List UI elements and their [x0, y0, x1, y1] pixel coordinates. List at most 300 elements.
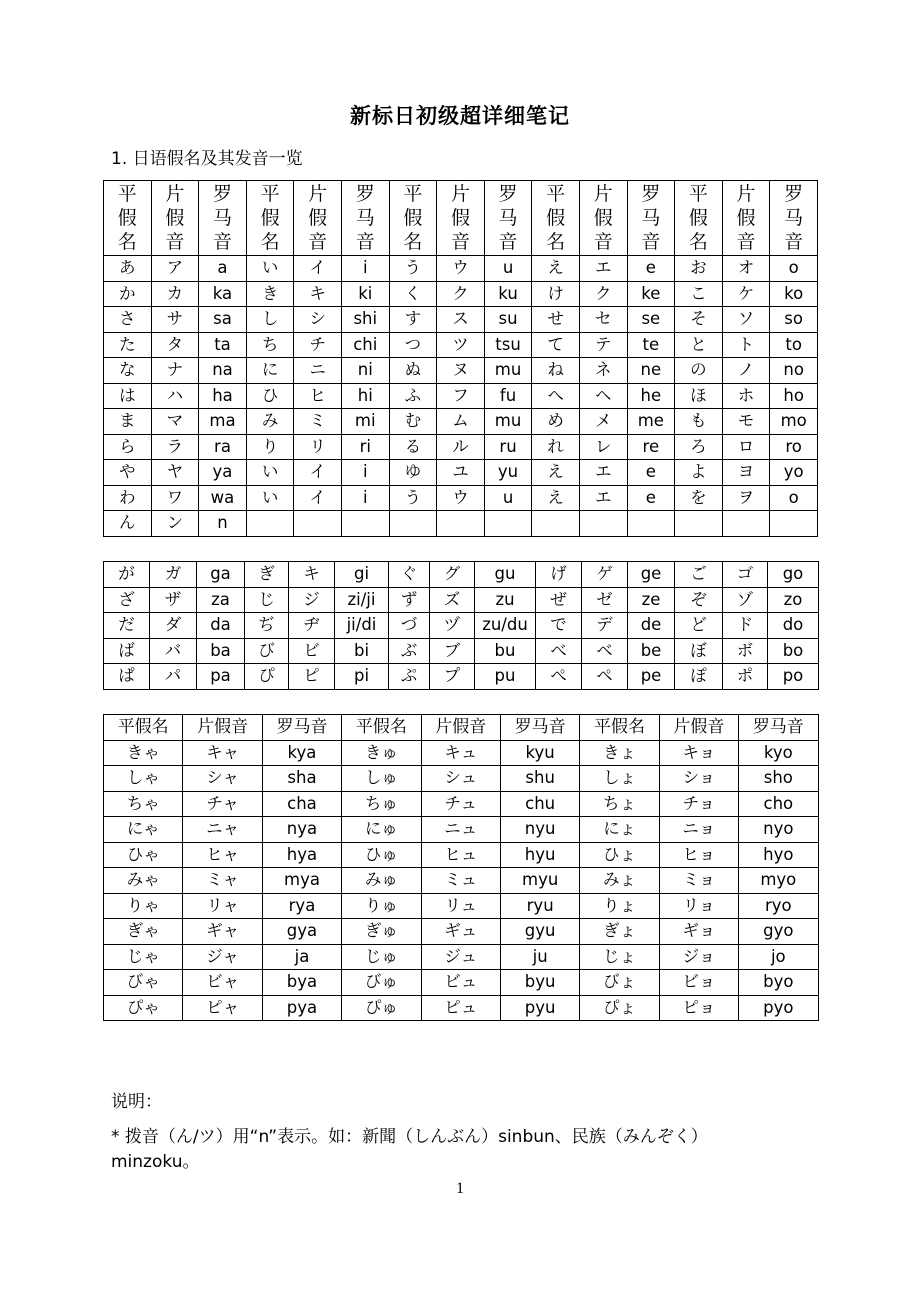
table-cell: イ [294, 460, 342, 486]
table-cell: ア [151, 256, 199, 282]
table-cell: wa [199, 485, 247, 511]
table-cell: リャ [183, 893, 262, 919]
table-cell: よ [675, 460, 723, 486]
table-cell: ダ [150, 613, 197, 639]
table-cell: びゅ [342, 970, 421, 996]
table-cell: nya [262, 817, 341, 843]
table-cell: ヂ [289, 613, 335, 639]
table-row [104, 638, 819, 664]
table-row [104, 868, 819, 894]
table-cell: びゃ [104, 970, 183, 996]
table-cell: gi [335, 562, 389, 588]
table-cell: リョ [659, 893, 738, 919]
table-cell: sho [739, 766, 818, 792]
table-cell: bu [475, 638, 536, 664]
table-cell: サ [151, 307, 199, 333]
table-cell: モ [722, 409, 770, 435]
table-cell [341, 511, 389, 537]
table-cell: バ [150, 638, 197, 664]
table-cell: ち [246, 332, 294, 358]
table-cell [579, 511, 627, 537]
table-cell: ひょ [580, 842, 659, 868]
table-cell: myo [739, 868, 818, 894]
table-cell: た [104, 332, 152, 358]
table-cell: プ [430, 664, 475, 690]
table-cell: ネ [579, 358, 627, 384]
table-cell: ビ [289, 638, 335, 664]
table-cell: kyo [739, 740, 818, 766]
header-cell: 片 假 音 [579, 181, 627, 256]
table-cell: ぴ [245, 664, 289, 690]
table-cell: オ [722, 256, 770, 282]
table-cell: jo [739, 944, 818, 970]
table-cell: きょ [580, 740, 659, 766]
table-cell: kya [262, 740, 341, 766]
table-cell: て [532, 332, 580, 358]
table-row [104, 358, 818, 384]
page-title: 新标日初级超详细笔记 [350, 104, 570, 128]
table-row [104, 919, 819, 945]
table-cell: shi [341, 307, 389, 333]
table-cell: ちゃ [104, 791, 183, 817]
table-cell: きゃ [104, 740, 183, 766]
header-cell: 片假音 [183, 715, 262, 741]
header-cell: 片 假 音 [294, 181, 342, 256]
table-cell: え [532, 485, 580, 511]
table-cell: ニャ [183, 817, 262, 843]
table-cell: に [246, 358, 294, 384]
table-cell: zu [475, 587, 536, 613]
table-cell: n [199, 511, 247, 537]
table-cell: ビョ [659, 970, 738, 996]
table-cell: ni [341, 358, 389, 384]
table-header-row [104, 181, 818, 256]
table-cell: ヨ [722, 460, 770, 486]
table-cell: ら [104, 434, 152, 460]
table-cell: ピ [289, 664, 335, 690]
voiced-kana-table [103, 561, 819, 690]
table-cell: o [770, 485, 818, 511]
table-cell: じゃ [104, 944, 183, 970]
table-cell: byu [500, 970, 579, 996]
table-cell: ウ [437, 256, 485, 282]
table-cell: ル [437, 434, 485, 460]
table-cell: gyu [500, 919, 579, 945]
table-cell: ri [341, 434, 389, 460]
table-cell: ミ [294, 409, 342, 435]
table-cell: ぎゃ [104, 919, 183, 945]
table-cell: ぎゅ [342, 919, 421, 945]
table-cell: ひ [246, 383, 294, 409]
table-cell: け [532, 281, 580, 307]
table-cell: びょ [580, 970, 659, 996]
table-cell: ば [104, 638, 150, 664]
table-cell: ぐ [389, 562, 430, 588]
table-cell: ge [628, 562, 675, 588]
table-row [104, 791, 819, 817]
table-cell: にょ [580, 817, 659, 843]
table-cell: も [675, 409, 723, 435]
table-row [104, 562, 819, 588]
table-cell: ジュ [421, 944, 500, 970]
header-cell: 片 假 音 [437, 181, 485, 256]
table-cell: ム [437, 409, 485, 435]
table-cell: ご [675, 562, 723, 588]
header-cell: 平假名 [580, 715, 659, 741]
table-cell: レ [579, 434, 627, 460]
table-cell: な [104, 358, 152, 384]
table-row [104, 485, 818, 511]
table-cell: de [628, 613, 675, 639]
table-cell: め [532, 409, 580, 435]
table-cell: u [484, 256, 532, 282]
table-cell: しゅ [342, 766, 421, 792]
table-cell: テ [579, 332, 627, 358]
table-cell: ガ [150, 562, 197, 588]
table-cell: ぞ [675, 587, 723, 613]
header-cell: 罗马音 [262, 715, 341, 741]
note-label: 说明： [111, 1092, 162, 1112]
table-header-row [104, 715, 819, 741]
table-cell: グ [430, 562, 475, 588]
header-cell: 平 假 名 [104, 181, 152, 256]
table-cell: い [246, 485, 294, 511]
table-cell: sa [199, 307, 247, 333]
table-cell: ga [197, 562, 245, 588]
table-cell: ビュ [421, 970, 500, 996]
table-cell: みょ [580, 868, 659, 894]
table-cell: りゃ [104, 893, 183, 919]
table-cell: みゃ [104, 868, 183, 894]
table-cell: ケ [722, 281, 770, 307]
table-cell: しょ [580, 766, 659, 792]
table-cell: リ [294, 434, 342, 460]
table-cell: yu [484, 460, 532, 486]
header-cell: 平 假 名 [532, 181, 580, 256]
table-cell: kyu [500, 740, 579, 766]
table-cell: i [341, 485, 389, 511]
table-cell: ちゅ [342, 791, 421, 817]
table-cell: pa [197, 664, 245, 690]
table-cell: ジャ [183, 944, 262, 970]
table-cell: チャ [183, 791, 262, 817]
table-row [104, 511, 818, 537]
table-cell: sha [262, 766, 341, 792]
table-cell: za [197, 587, 245, 613]
table-cell: mo [770, 409, 818, 435]
table-cell: ド [723, 613, 768, 639]
table-cell: rya [262, 893, 341, 919]
table-cell: にゅ [342, 817, 421, 843]
table-cell: yo [770, 460, 818, 486]
table-row [104, 281, 818, 307]
table-cell [484, 511, 532, 537]
table-cell: ギャ [183, 919, 262, 945]
table-cell: nyu [500, 817, 579, 843]
table-cell: じゅ [342, 944, 421, 970]
table-cell: pi [335, 664, 389, 690]
table-cell: ぶ [389, 638, 430, 664]
table-cell: go [768, 562, 819, 588]
table-cell: マ [151, 409, 199, 435]
header-cell: 罗 马 音 [770, 181, 818, 256]
table-row [104, 970, 819, 996]
table-cell: ず [389, 587, 430, 613]
header-cell: 平假名 [104, 715, 183, 741]
table-cell [389, 511, 437, 537]
table-cell: ta [199, 332, 247, 358]
table-cell: ピャ [183, 995, 262, 1021]
header-cell: 罗 马 音 [484, 181, 532, 256]
table-cell: ま [104, 409, 152, 435]
table-cell: い [246, 460, 294, 486]
table-cell: にゃ [104, 817, 183, 843]
table-cell: ヌ [437, 358, 485, 384]
table-cell: mu [484, 409, 532, 435]
table-cell: せ [532, 307, 580, 333]
table-cell: ふ [389, 383, 437, 409]
table-cell: ロ [722, 434, 770, 460]
table-cell: cha [262, 791, 341, 817]
table-cell: chi [341, 332, 389, 358]
table-cell: エ [579, 460, 627, 486]
table-cell: hyu [500, 842, 579, 868]
table-cell: イ [294, 256, 342, 282]
table-cell: ハ [151, 383, 199, 409]
table-cell: キ [289, 562, 335, 588]
table-cell: づ [389, 613, 430, 639]
table-cell: nyo [739, 817, 818, 843]
table-cell: ク [579, 281, 627, 307]
table-cell: ジ [289, 587, 335, 613]
table-cell: pyo [739, 995, 818, 1021]
table-cell: gu [475, 562, 536, 588]
table-cell: ニョ [659, 817, 738, 843]
table-cell: メ [579, 409, 627, 435]
table-cell: お [675, 256, 723, 282]
table-cell: み [246, 409, 294, 435]
table-cell: ぎょ [580, 919, 659, 945]
table-cell: ミョ [659, 868, 738, 894]
table-cell: ひゃ [104, 842, 183, 868]
table-cell: ツ [437, 332, 485, 358]
table-cell: ya [199, 460, 247, 486]
table-cell: mi [341, 409, 389, 435]
table-cell: ン [151, 511, 199, 537]
table-cell: ru [484, 434, 532, 460]
table-cell: hyo [739, 842, 818, 868]
table-cell: う [389, 256, 437, 282]
table-cell: か [104, 281, 152, 307]
table-cell: が [104, 562, 150, 588]
table-cell: へ [532, 383, 580, 409]
table-cell [294, 511, 342, 537]
table-cell: そ [675, 307, 723, 333]
table-cell: や [104, 460, 152, 486]
table-cell: あ [104, 256, 152, 282]
table-cell: む [389, 409, 437, 435]
table-cell: ぽ [675, 664, 723, 690]
table-cell: zi/ji [335, 587, 389, 613]
table-cell: no [770, 358, 818, 384]
table-cell: ピョ [659, 995, 738, 1021]
table-cell: u [484, 485, 532, 511]
table-cell: ニ [294, 358, 342, 384]
table-cell: う [389, 485, 437, 511]
table-cell: ニュ [421, 817, 500, 843]
table-cell: o [770, 256, 818, 282]
table-row [104, 587, 819, 613]
table-cell: じょ [580, 944, 659, 970]
table-cell: e [627, 460, 675, 486]
table-cell: り [246, 434, 294, 460]
note-text: * 拨音（ん/ツ）用“n”表示。如：新聞（しんぶん）sinbun、民族（みんぞく）minzoku。 [111, 1127, 708, 1172]
table-row [104, 256, 818, 282]
table-cell: a [199, 256, 247, 282]
header-cell: 罗马音 [500, 715, 579, 741]
table-cell [722, 511, 770, 537]
table-cell: ボ [723, 638, 768, 664]
table-cell: hi [341, 383, 389, 409]
table-cell: ヅ [430, 613, 475, 639]
table-cell: ユ [437, 460, 485, 486]
table-cell: リュ [421, 893, 500, 919]
table-cell: myu [500, 868, 579, 894]
table-cell: po [768, 664, 819, 690]
table-cell: ヒ [294, 383, 342, 409]
table-cell: ぷ [389, 664, 430, 690]
table-cell: tsu [484, 332, 532, 358]
table-cell: e [627, 485, 675, 511]
table-row [104, 944, 819, 970]
table-cell: りょ [580, 893, 659, 919]
table-cell: ヒュ [421, 842, 500, 868]
table-cell: ベ [582, 638, 628, 664]
table-cell: す [389, 307, 437, 333]
table-cell: be [628, 638, 675, 664]
table-cell: shu [500, 766, 579, 792]
table-cell: ho [770, 383, 818, 409]
table-cell: ノ [722, 358, 770, 384]
table-cell: ゆ [389, 460, 437, 486]
table-cell: き [246, 281, 294, 307]
table-cell: zo [768, 587, 819, 613]
table-cell: pyu [500, 995, 579, 1021]
table-cell: ク [437, 281, 485, 307]
table-cell: he [627, 383, 675, 409]
table-cell: da [197, 613, 245, 639]
table-cell: hya [262, 842, 341, 868]
table-cell [246, 511, 294, 537]
table-cell: ゴ [723, 562, 768, 588]
table-cell: げ [536, 562, 582, 588]
table-cell: bi [335, 638, 389, 664]
table-cell: pya [262, 995, 341, 1021]
table-cell: を [675, 485, 723, 511]
table-cell: セ [579, 307, 627, 333]
table-cell: ryu [500, 893, 579, 919]
section-heading: 1. 日语假名及其发音一览 [111, 149, 303, 169]
table-cell: シ [294, 307, 342, 333]
table-cell: ポ [723, 664, 768, 690]
table-cell: りゅ [342, 893, 421, 919]
table-cell: だ [104, 613, 150, 639]
table-cell: カ [151, 281, 199, 307]
table-row [104, 842, 819, 868]
table-cell: エ [579, 485, 627, 511]
table-cell: ku [484, 281, 532, 307]
table-cell: ど [675, 613, 723, 639]
table-cell: zu/du [475, 613, 536, 639]
table-cell: to [770, 332, 818, 358]
table-row [104, 307, 818, 333]
table-cell: bya [262, 970, 341, 996]
table-cell: ざ [104, 587, 150, 613]
table-cell: ピュ [421, 995, 500, 1021]
table-cell: ジョ [659, 944, 738, 970]
header-cell: 罗 马 音 [627, 181, 675, 256]
table-cell: ソ [722, 307, 770, 333]
table-cell: se [627, 307, 675, 333]
table-cell: ウ [437, 485, 485, 511]
table-cell: れ [532, 434, 580, 460]
header-cell: 罗 马 音 [341, 181, 389, 256]
table-row [104, 434, 818, 460]
table-cell: ナ [151, 358, 199, 384]
table-cell: ka [199, 281, 247, 307]
table-cell: pu [475, 664, 536, 690]
table-row [104, 995, 819, 1021]
table-cell: do [768, 613, 819, 639]
table-row [104, 409, 818, 435]
table-cell: ryo [739, 893, 818, 919]
table-cell: ミュ [421, 868, 500, 894]
table-cell [627, 511, 675, 537]
table-cell: ze [628, 587, 675, 613]
table-cell: ne [627, 358, 675, 384]
table-cell: の [675, 358, 723, 384]
table-cell: na [199, 358, 247, 384]
table-cell: ラ [151, 434, 199, 460]
table-cell: ぜ [536, 587, 582, 613]
table-cell: ミャ [183, 868, 262, 894]
table-cell: ろ [675, 434, 723, 460]
table-cell: ぼ [675, 638, 723, 664]
table-cell: デ [582, 613, 628, 639]
youon-kana-table [103, 714, 819, 1021]
table-cell: ワ [151, 485, 199, 511]
table-cell: ゼ [582, 587, 628, 613]
table-cell: く [389, 281, 437, 307]
table-cell: ha [199, 383, 247, 409]
table-cell: ショ [659, 766, 738, 792]
table-cell: cho [739, 791, 818, 817]
table-cell: ペ [582, 664, 628, 690]
table-cell: e [627, 256, 675, 282]
table-cell: byo [739, 970, 818, 996]
table-cell: re [627, 434, 675, 460]
header-cell: 平 假 名 [675, 181, 723, 256]
table-cell: gya [262, 919, 341, 945]
table-cell: ma [199, 409, 247, 435]
basic-kana-table [103, 180, 818, 537]
header-cell: 罗 马 音 [199, 181, 247, 256]
table-cell: シャ [183, 766, 262, 792]
table-cell: ホ [722, 383, 770, 409]
table-cell: ki [341, 281, 389, 307]
table-cell: chu [500, 791, 579, 817]
table-cell: ぱ [104, 664, 150, 690]
